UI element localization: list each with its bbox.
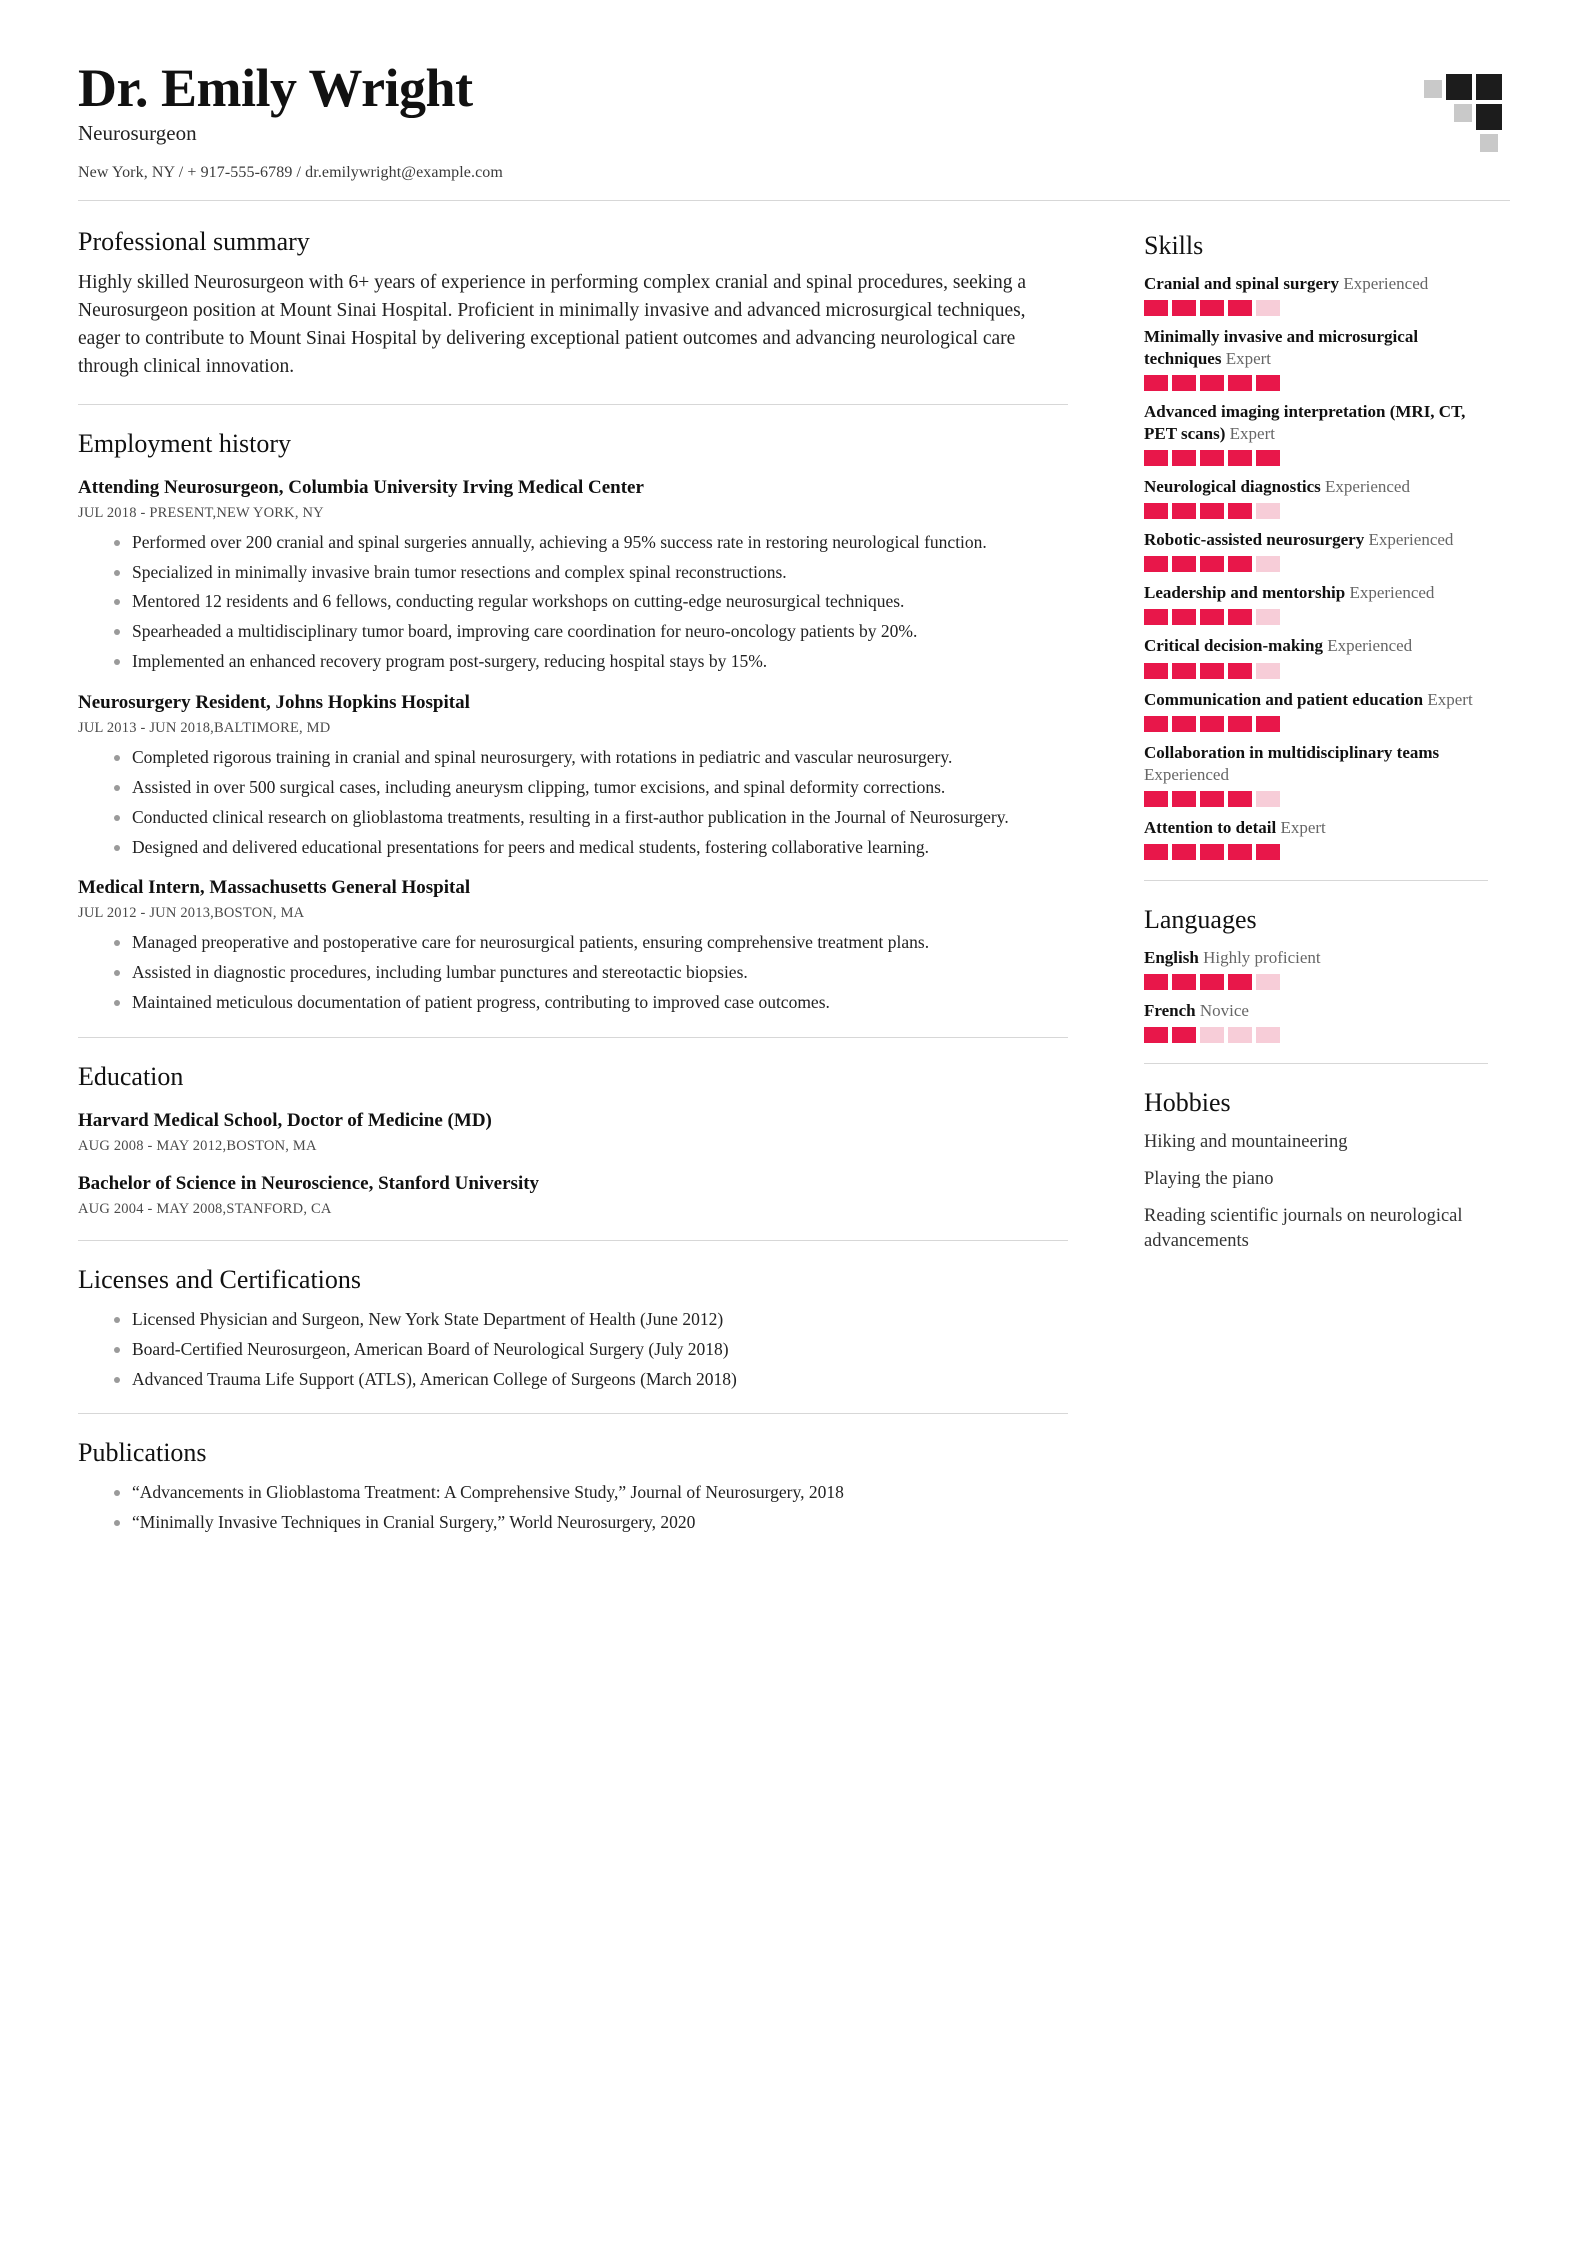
skill-item bbox=[1144, 817, 1488, 860]
section-title-languages: Languages bbox=[1144, 904, 1257, 934]
list-item: Assisted in diagnostic procedures, including lumbar punctures and stereotactic biopsies. bbox=[114, 960, 1068, 985]
skill-item bbox=[1144, 582, 1488, 625]
logo-squares-icon bbox=[1424, 70, 1510, 156]
employment-role: Medical Intern, Massachusetts General Hospital bbox=[78, 877, 471, 899]
skill-name: Critical decision-making bbox=[1144, 636, 1323, 656]
employment-meta: JUL 2013 - JUN 2018,BALTIMORE, MD bbox=[78, 719, 331, 736]
language-level: Highly proficient bbox=[1203, 947, 1321, 967]
language-name: French bbox=[1144, 1001, 1196, 1020]
education-title: Harvard Medical School, Doctor of Medicine (MD) bbox=[78, 1109, 492, 1131]
skill-rating bbox=[1144, 791, 1488, 807]
skill-level: Expert bbox=[1280, 817, 1326, 837]
languages-divider bbox=[1144, 1063, 1488, 1064]
list-item: Advanced Trauma Life Support (ATLS), American College of Surgeons (March 2018) bbox=[114, 1367, 1068, 1392]
employment-bullets bbox=[78, 745, 1068, 859]
skill-name: Robotic-assisted neurosurgery bbox=[1144, 530, 1365, 550]
skills-list bbox=[1144, 273, 1488, 860]
list-item: Conducted clinical research on glioblastoma treatments, resulting in a first-author publication in the Journal of Neurosurgery. bbox=[114, 805, 1068, 830]
skill-level: Expert bbox=[1427, 689, 1473, 709]
list-item: Designed and delivered educational presentations for peers and medical students, fostering collaborative learning. bbox=[114, 835, 1068, 860]
employment-bullets bbox=[78, 930, 1068, 1015]
skill-item bbox=[1144, 742, 1488, 807]
education-meta: AUG 2004 - MAY 2008,STANFORD, CA bbox=[78, 1200, 332, 1217]
skill-rating bbox=[1144, 556, 1488, 572]
skill-rating bbox=[1144, 663, 1488, 679]
summary-text: Highly skilled Neurosurgeon with 6+ years of experience in performing complex cranial and spinal procedures, seeking a Neurosurgeon position at Mount Sinai Hospital. Proficient in minimally invasive and advanced microsurgical techniques, eager to contribute to Mount Sinai Hospital by delivering exceptional patient outcomes and advancing neurological care through clinical innovation. bbox=[78, 271, 1026, 378]
skill-rating bbox=[1144, 609, 1488, 625]
hobby-item: Playing the piano bbox=[1144, 1169, 1274, 1190]
list-item: Assisted in over 500 surgical cases, including aneurysm clipping, tumor excisions, and spinal deformity corrections. bbox=[114, 775, 1068, 800]
skill-level: Experienced bbox=[1349, 583, 1435, 603]
skill-name: Attention to detail bbox=[1144, 817, 1277, 837]
list-item: Maintained meticulous documentation of patient progress, contributing to improved case outcomes. bbox=[114, 990, 1068, 1015]
section-title-summary: Professional summary bbox=[78, 226, 310, 256]
language-item bbox=[1144, 1000, 1488, 1043]
licenses-divider bbox=[78, 1413, 1068, 1414]
language-level: Novice bbox=[1199, 1001, 1249, 1020]
skill-name: Minimally invasive and microsurgical techniques bbox=[1144, 326, 1419, 368]
job-title: Neurosurgeon bbox=[78, 120, 197, 145]
section-title-licenses: Licenses and Certifications bbox=[78, 1264, 362, 1294]
education-entry bbox=[78, 1173, 1068, 1218]
languages-list bbox=[1144, 947, 1488, 1043]
list-item: Completed rigorous training in cranial and spinal neurosurgery, with rotations in pediatric and vascular neurosurgery. bbox=[114, 745, 1068, 770]
skill-name: Communication and patient education bbox=[1144, 689, 1424, 709]
section-title-employment: Employment history bbox=[78, 428, 292, 458]
skill-level: Expert bbox=[1225, 348, 1272, 368]
hobby-item: Hiking and mountaineering bbox=[1144, 1132, 1348, 1153]
skill-item bbox=[1144, 689, 1488, 732]
section-title-publications: Publications bbox=[78, 1438, 207, 1468]
skill-name: Cranial and spinal surgery bbox=[1144, 273, 1340, 293]
education-title: Bachelor of Science in Neuroscience, Stanford University bbox=[78, 1172, 540, 1194]
skill-level: Experienced bbox=[1327, 636, 1413, 656]
list-item: Licensed Physician and Surgeon, New York State Department of Health (June 2012) bbox=[114, 1307, 1068, 1332]
skill-name: Advanced imaging interpretation (MRI, CT, PET scans) bbox=[1144, 401, 1466, 444]
employment-bullets bbox=[78, 530, 1068, 674]
publications-list bbox=[78, 1480, 1068, 1535]
skill-rating bbox=[1144, 503, 1488, 519]
language-name: English bbox=[1144, 947, 1199, 967]
main-column bbox=[78, 207, 1108, 1540]
list-item: Performed over 200 cranial and spinal surgeries annually, achieving a 95% success rate in restoring neurological function. bbox=[114, 530, 1068, 555]
skill-level: Expert bbox=[1229, 424, 1275, 444]
sidebar bbox=[1108, 207, 1488, 1540]
list-item: Mentored 12 residents and 6 fellows, conducting regular workshops on cutting-edge neurosurgical techniques. bbox=[114, 589, 1068, 614]
education-meta: AUG 2008 - MAY 2012,BOSTON, MA bbox=[78, 1137, 317, 1154]
language-rating bbox=[1144, 1027, 1488, 1043]
employment-role: Attending Neurosurgeon, Columbia University Irving Medical Center bbox=[78, 476, 644, 498]
skill-rating bbox=[1144, 375, 1488, 391]
skills-divider bbox=[1144, 880, 1488, 881]
language-rating bbox=[1144, 974, 1488, 990]
list-item: Spearheaded a multidisciplinary tumor board, improving care coordination for neuro-oncology patients by 20%. bbox=[114, 619, 1068, 644]
skill-level: Experienced bbox=[1343, 273, 1429, 293]
employment-meta: JUL 2018 - PRESENT,NEW YORK, NY bbox=[78, 504, 324, 521]
skill-item bbox=[1144, 529, 1488, 572]
skill-level: Experienced bbox=[1368, 530, 1454, 550]
hobbies-list bbox=[1144, 1130, 1488, 1254]
skill-rating bbox=[1144, 716, 1488, 732]
list-item: “Advancements in Glioblastoma Treatment: A Comprehensive Study,” Journal of Neurosurgery, 2018 bbox=[114, 1480, 1068, 1505]
summary-divider bbox=[78, 404, 1068, 405]
skill-item bbox=[1144, 635, 1488, 678]
skill-rating bbox=[1144, 300, 1488, 316]
employment-meta: JUL 2012 - JUN 2013,BOSTON, MA bbox=[78, 905, 305, 922]
skill-item bbox=[1144, 476, 1488, 519]
skill-rating bbox=[1144, 450, 1488, 466]
contact-info: New York, NY / + 917-555-6789 / dr.emilywright@example.com bbox=[78, 163, 503, 181]
list-item: Specialized in minimally invasive brain tumor resections and complex spinal reconstructions. bbox=[114, 560, 1068, 585]
skill-name: Leadership and mentorship bbox=[1144, 583, 1346, 603]
skill-level: Experienced bbox=[1144, 764, 1229, 784]
section-title-skills: Skills bbox=[1144, 230, 1204, 260]
employment-divider bbox=[78, 1037, 1068, 1038]
skill-level: Experienced bbox=[1325, 477, 1410, 497]
employment-role: Neurosurgery Resident, Johns Hopkins Hospital bbox=[78, 691, 470, 713]
skill-item bbox=[1144, 326, 1488, 391]
employment-entry bbox=[78, 477, 1068, 674]
hobby-item: Reading scientific journals on neurological advancements bbox=[1144, 1206, 1463, 1251]
skill-item bbox=[1144, 401, 1488, 466]
skill-item bbox=[1144, 273, 1488, 316]
section-title-education: Education bbox=[78, 1061, 184, 1091]
education-entry bbox=[78, 1110, 1068, 1155]
list-item: Board-Certified Neurosurgeon, American Board of Neurological Surgery (July 2018) bbox=[114, 1337, 1068, 1362]
language-item bbox=[1144, 947, 1488, 990]
page-title: Dr. Emily Wright bbox=[78, 58, 473, 118]
education-divider bbox=[78, 1240, 1068, 1241]
skill-name: Collaboration in multidisciplinary teams bbox=[1144, 742, 1440, 762]
skill-name: Neurological diagnostics bbox=[1144, 477, 1321, 497]
list-item: Implemented an enhanced recovery program post-surgery, reducing hospital stays by 15%. bbox=[114, 649, 1068, 674]
list-item: “Minimally Invasive Techniques in Cranial Surgery,” World Neurosurgery, 2020 bbox=[114, 1510, 1068, 1535]
licenses-list bbox=[78, 1307, 1068, 1392]
skill-rating bbox=[1144, 844, 1488, 860]
list-item: Managed preoperative and postoperative care for neurosurgical patients, ensuring comprehensive treatment plans. bbox=[114, 930, 1068, 955]
employment-entry bbox=[78, 877, 1068, 1015]
section-title-hobbies: Hobbies bbox=[1144, 1088, 1231, 1118]
resume-header bbox=[78, 60, 1510, 200]
employment-entry bbox=[78, 692, 1068, 859]
